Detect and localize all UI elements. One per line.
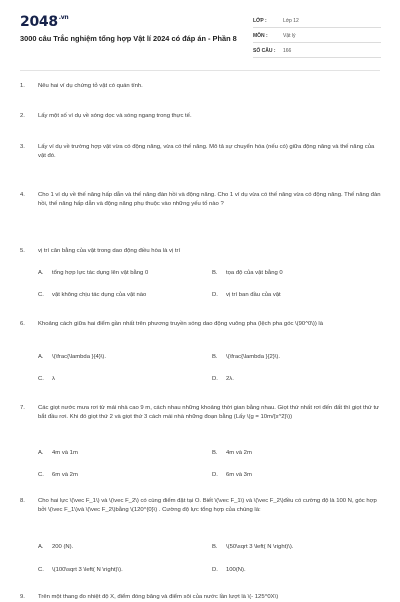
meta-grade: LỚP : Lớp 12 bbox=[253, 15, 381, 28]
question-8: 8. Cho hai lực \(\vec F_1\) và \(\vec F_2\) có cùng điểm đặt tại O. Biết \(\vec F_1\) và \(\vec F_2\)đều có cường độ là 100 N, góc hợp bởi \(\vec F_1\)và \(\vec F_2\)bằng \(120^{0}\) . Cường độ lực tổng hợp của chúng là: bbox=[20, 498, 377, 513]
question-9: 9. Trên một thang đo nhiệt độ X, điểm đóng băng và điểm sôi của nước lần lượt là \(- 125^0X\) bbox=[20, 594, 279, 600]
q8-option-c[interactable]: C. \(100\sqrt 3 \left( N \right)\). bbox=[38, 567, 123, 573]
q7-option-b[interactable]: B. 4m và 2m bbox=[212, 450, 252, 456]
q8-option-d[interactable]: D. 100(N). bbox=[212, 567, 246, 573]
q5-option-d[interactable]: D. vị trí ban đầu của vật bbox=[212, 292, 281, 298]
q6-option-d[interactable]: D. 2λ. bbox=[212, 376, 234, 382]
question-1: 1. Nêu hai ví dụ chứng tỏ vật có quán tính. bbox=[20, 83, 143, 89]
q8-option-a[interactable]: A. 200 (N). bbox=[38, 544, 74, 550]
q5-option-b[interactable]: B. tọa độ của vật bằng 0 bbox=[212, 270, 283, 276]
document-header bbox=[0, 0, 400, 72]
site-logo[interactable]: $2048^{.vn}$ bbox=[20, 14, 69, 30]
q5-option-c[interactable]: C. vật không chịu tác dụng của vật nào bbox=[38, 292, 147, 298]
q6-option-c[interactable]: C. λ bbox=[38, 376, 55, 382]
q8-option-b[interactable]: B. \(50\sqrt 3 \left( N \right)\). bbox=[212, 544, 294, 550]
q7-option-a[interactable]: A. 4m và 1m bbox=[38, 450, 78, 456]
question-6: 6. Khoảng cách giữa hai điểm gần nhất trên phương truyền sóng dao động vuông pha (lệch pha góc \(90^0\)) là bbox=[20, 321, 324, 327]
question-2: 2. Lấy một số ví dụ về sóng dọc và sóng ngang trong thực tế. bbox=[20, 113, 192, 119]
meta-question-count: SỐ CÂU : 166 bbox=[253, 45, 381, 58]
header-divider bbox=[20, 70, 380, 71]
q7-option-c[interactable]: C. 6m và 2m bbox=[38, 472, 78, 478]
q6-option-b[interactable]: B. \(\frac{\lambda }{2}\). bbox=[212, 354, 281, 360]
question-4: 4. Cho 1 ví dụ về thế năng hấp dẫn và thế năng đàn hồi và động năng. Cho 1 ví dụ vừa có thế năng vừa có động năng. Thế năng đàn hồi, thế năng hấp dẫn và động năng phụ thuộc vào những yếu tố nào ? bbox=[20, 192, 381, 207]
question-7: 7. Các giọt nước mưa rơi từ mái nhà cao 9 m, cách nhau những khoảng thời gian bằng nhau. Giọt thứ nhất rơi đến đất thì giọt thứ tư bắt đầu rơi. Khi đó giọt thứ 2 và giọt thứ 3 cách mái nhà những đoạn bằng (Lấy \(g = 10m/{s^2}\)) bbox=[20, 405, 380, 420]
question-5: 5. vị trí cân bằng của vật trong dao động điều hòa là vị trí bbox=[20, 248, 181, 254]
meta-subject: MÔN : Vật lý bbox=[253, 30, 381, 43]
q6-option-a[interactable]: A. \(\frac{\lambda }{4}\). bbox=[38, 354, 107, 360]
q7-option-d[interactable]: D. 6m và 3m bbox=[212, 472, 252, 478]
question-3: 3. Lấy ví dụ về trường hợp vật vừa có động năng, vừa có thế năng. Mô tả sự chuyển hóa (nếu có) giữa động năng và thế năng của vật đó. bbox=[20, 144, 375, 159]
q5-option-a[interactable]: A. tổng hợp lực tác dụng lên vật bằng 0 bbox=[38, 270, 149, 276]
document-title: 3000 câu Trắc nghiệm tổng hợp Vật lí 2024 có đáp án - Phần 8 bbox=[20, 34, 237, 43]
